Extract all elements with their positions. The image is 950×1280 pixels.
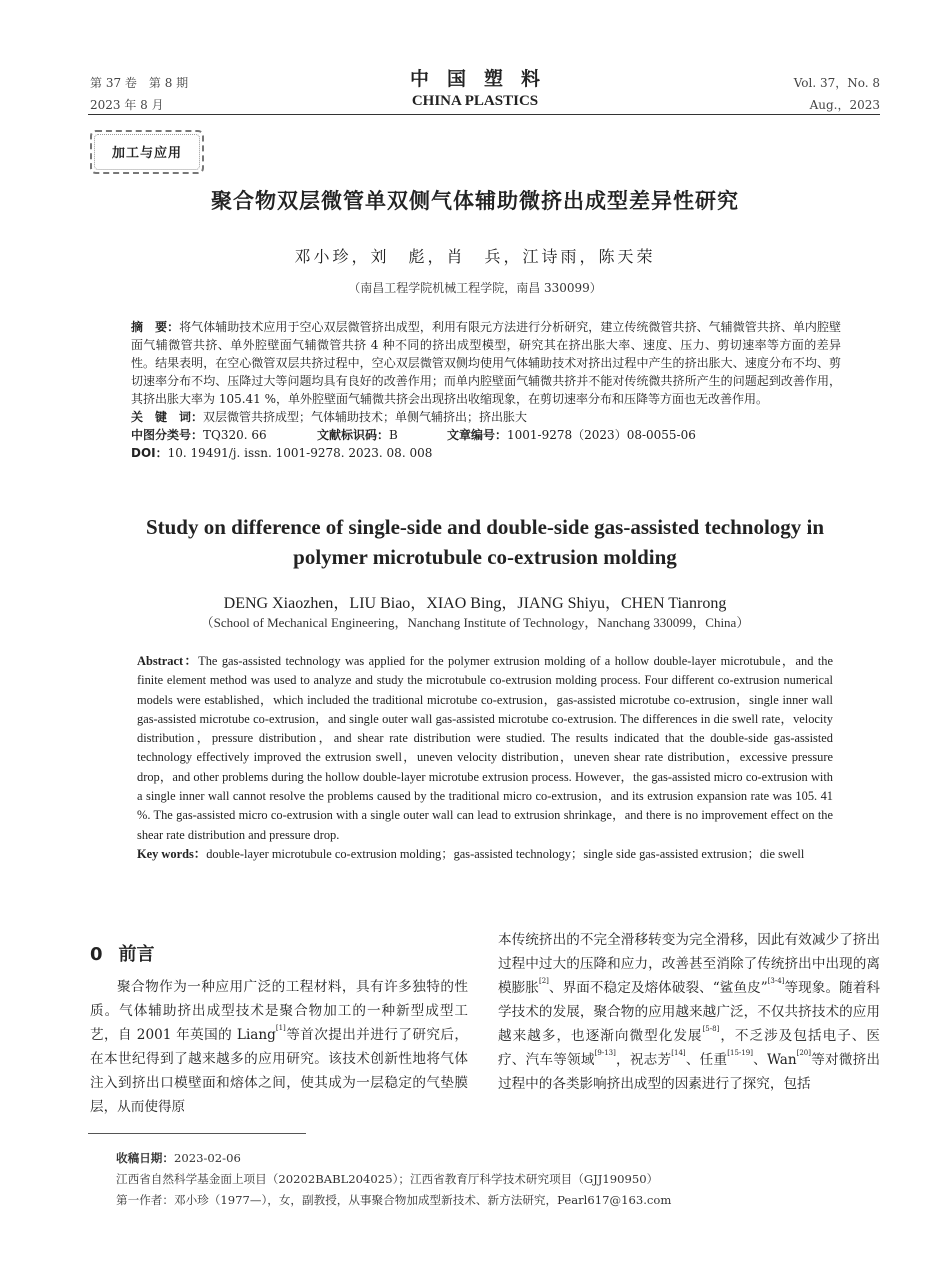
- doc-code-value: B: [389, 428, 398, 442]
- section-title: 前言: [118, 944, 155, 965]
- abstract-en-block: [137, 652, 833, 864]
- authors-cn: 邓小珍，刘 彪，肖 兵，江诗雨，陈天荣: [294, 247, 656, 266]
- journal-name-en: CHINA PLASTICS: [411, 93, 539, 109]
- citation-ref: [5-8]: [702, 1025, 720, 1033]
- header-right: [794, 72, 880, 116]
- keywords-cn-text: 双层微管共挤成型；气体辅助技术；单侧气辅挤出；挤出胀大: [203, 410, 528, 424]
- footnotes: [116, 1148, 876, 1211]
- keywords-cn-label: 关 键 词：: [131, 410, 204, 424]
- body-right-text-e: ，祝志芳: [615, 1052, 672, 1068]
- citation-ref: [15-19]: [727, 1049, 753, 1057]
- citation-ref: [14]: [671, 1049, 686, 1057]
- header-divider: [88, 114, 880, 115]
- doi-row: [131, 444, 841, 462]
- funding-note: 江西省自然科学基金面上项目（20202BABL204025）；江西省教育厅科学技术研究项目（GJJ190950）: [116, 1172, 659, 1186]
- volume-cn: 第 37 卷 第 8 期: [90, 76, 189, 90]
- citation-ref: [3-4]: [767, 977, 785, 985]
- authors-en: DENG Xiaozhen，LIU Biao，XIAO Bing，JIANG Shiyu，CHEN Tianrong: [223, 595, 727, 612]
- citation-ref: [1]: [275, 1024, 286, 1032]
- affiliation-en: （School of Mechanical Engineering，Nanchang Institute of Technology，Nanchang 330099，China）: [200, 615, 750, 630]
- abstract-cn: [131, 318, 841, 408]
- first-author-note: 第一作者：邓小珍（1977—），女，副教授，从事聚合物加成型新技术、新方法研究，Pearl617@163.com: [116, 1193, 672, 1207]
- keywords-cn: [131, 408, 841, 426]
- body-right-text-h: 等对微挤出过程中的各类影响挤出成型的因素进行了探究，包括: [498, 1052, 881, 1092]
- citation-ref: [9-13]: [594, 1049, 616, 1057]
- volume-en: Vol. 37，No. 8: [793, 76, 880, 90]
- column-tag-label: 加工与应用: [111, 146, 182, 161]
- doi-value: 10. 19491/j. issn. 1001-9278. 2023. 08. 008: [167, 446, 433, 460]
- abstract-en: [137, 652, 833, 845]
- clc-cell: [131, 426, 317, 444]
- keywords-en-text: double-layer microtubule co-extrusion molding；gas-assisted technology；single side gas-assisted extrusion；die swell: [206, 846, 805, 861]
- article-no-label: 文章编号：: [447, 428, 508, 442]
- body-left-text-1: 聚合物作为一种应用广泛的工程材料，具有许多独特的性质。气体辅助挤出成型技术是聚合物加工的一种新型成型工艺，自 2001 年英国的 Liang: [90, 979, 468, 1043]
- body-left-text-2: 等首次提出并进行了研究后，在本世纪得到了越来越多的应用研究。该技术创新性地将气体注入到挤出口模壁面和熔体之间，使其成为一层稳定的气垫膜层，从而使得原: [90, 1027, 468, 1115]
- body-right-text-b: 、界面不稳定及熔体破裂、“鲨鱼皮”: [548, 980, 768, 996]
- body-column-right: [498, 928, 880, 1096]
- body-column-left: [90, 975, 468, 1119]
- citation-ref: [20]: [796, 1049, 811, 1057]
- article-no-value: 1001-9278（2023）08-0055-06: [507, 428, 696, 442]
- paper-title-en: Study on difference of single-side and double-side gas-assisted technology in polymer microtubule co-extrusion molding: [145, 515, 825, 569]
- clc-value: TQ320. 66: [203, 428, 267, 442]
- clc-label: 中图分类号：: [131, 428, 204, 442]
- received-value: 2023-02-06: [173, 1151, 241, 1165]
- body-right-text-a: 本传统挤出的不完全滑移转变为完全滑移，因此有效减少了挤出过程中过大的压降和应力，改善甚至消除了传统挤出中出现的离模膨胀: [498, 932, 880, 996]
- received-date: [116, 1148, 876, 1169]
- article-no-cell: [447, 426, 696, 444]
- body-right-text-d: ，不乏涉及包括电子、医疗、汽车等领域: [498, 1028, 881, 1068]
- classification-row: [131, 426, 841, 444]
- abstract-cn-label: 摘 要：: [131, 320, 180, 334]
- doc-code-cell: [317, 426, 447, 444]
- doi-label: DOI：: [131, 446, 168, 460]
- abstract-en-label: Abstract：: [137, 654, 199, 668]
- body-right-text-f: 、任重: [685, 1052, 728, 1068]
- section-heading: [90, 940, 155, 966]
- abstract-cn-text: 将气体辅助技术应用于空心双层微管挤出成型，利用有限元方法进行分析研究，建立传统微管共挤、气辅微管共挤、单内腔壁面气辅微管共挤、单外腔壁面气辅微管共挤 4 种不同的挤出成型模型，研究其在挤出胀大率、速度、压力、剪切速率等方面的差异性。结果表明，在空心微管双层共挤过程中，空心双层微管双侧均使用气体辅助技术对挤出过程中产生的挤出胀大、速度分布不均、剪切速率分布不均、压降过大等问题均具有良好的改善作用；而单内腔壁面气辅微共挤并不能对传统微共挤所产生的问题起到改善作用，其挤出胀大率为 105.41 %，单外腔壁面气辅微共挤会出现挤出收缩现象，在剪切速率分布和压降等方面也无改善作用。: [131, 320, 841, 406]
- date-en: Aug.，2023: [809, 98, 880, 112]
- affiliation-cn: （南昌工程学院机械工程学院，南昌 330099）: [348, 281, 602, 295]
- column-tag: [90, 130, 204, 174]
- body-right-text-g: 、Wan: [752, 1052, 797, 1068]
- body-right-text-c: 等现象。随着科学技术的发展，聚合物的应用越来越广泛，不仅共挤技术的应用越来越多，也逐渐向微型化发展: [498, 980, 881, 1044]
- abstract-cn-block: [131, 318, 841, 462]
- doc-code-label: 文献标识码：: [317, 428, 390, 442]
- paper-title-cn: 聚合物双层微管单双侧气体辅助微挤出成型差异性研究: [211, 189, 739, 213]
- received-label: 收稿日期：: [116, 1151, 174, 1165]
- citation-ref: [2]: [538, 977, 549, 985]
- date-cn: 2023 年 8 月: [90, 98, 164, 112]
- keywords-en-label: Key words：: [137, 846, 207, 861]
- abstract-en-text: The gas-assisted technology was applied for the polymer extrusion molding of a hollow double-layer microtubule，and the finite element method was used to analyze and study the microtubule co-extrusion molding process. Four different co-extrusion numerical models were established，which included the traditional microtube co-extrusion，gas-assisted microtube co-extrusion，single inner wall gas-assisted microtube co-extrusion，and single outer wall gas-assisted microtube co-extrusion. The differences in die swell rate，velocity distribution，pressure distribution，and shear rate distribution were studied. The results indicated that the double-side gas-assisted technology effectively improved the extrusion swell，uneven velocity distribution，uneven shear rate distribution，excessive pressure drop，and other problems during the hollow double-layer microtube extrusion process. However，the gas-assisted micro co-extrusion with a single inner wall cannot resolve the problems caused by the traditional micro co-extrusion，and its extrusion expansion rate was 105. 41 %. The gas-assisted micro co-extrusion with a single outer wall can lead to extrusion shrinkage，and there is no improvement effect on the shear rate distribution and pressure drop.: [137, 654, 833, 842]
- section-number: 0: [90, 944, 103, 965]
- journal-name-cn: 中国塑料: [409, 68, 558, 90]
- keywords-en: [137, 845, 833, 864]
- footnote-divider: [88, 1133, 306, 1134]
